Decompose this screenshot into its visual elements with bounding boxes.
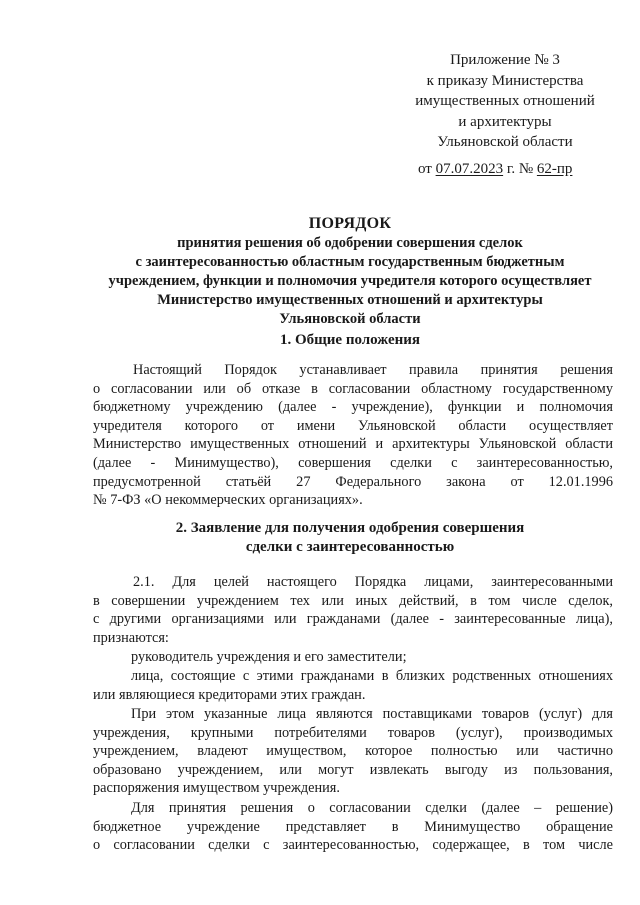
document-title — [70, 214, 630, 329]
text-line: (далее - Минимущество), совершения сделки с заинтересованностью, — [93, 454, 613, 471]
text-line: с другими организациями или гражданами (далее - заинтересованные лица), — [93, 611, 613, 628]
title-line: принятия решения об одобрении совершения сделок — [177, 235, 523, 251]
text-line: предусмотренной статьёй 27 Федерального закона от 12.01.1996 — [93, 473, 613, 490]
section-2-paragraph-3 — [93, 667, 613, 704]
section-1-paragraph — [93, 361, 613, 510]
section-2-heading — [70, 519, 630, 557]
text-line: бюджетному учреждению (далее - учреждение), функции и полномочия — [93, 399, 613, 416]
order-date: 07.07.2023 — [435, 161, 504, 177]
section-2-paragraph-5 — [93, 799, 613, 855]
title-line: Министерство имущественных отношений и архитектуры — [157, 292, 543, 308]
section-2-paragraph-1 — [93, 573, 613, 647]
text-line: При этом указанные лица являются поставщиками товаров (услуг) для — [131, 706, 613, 722]
text-line: № 7-ФЗ «О некоммерческих организациях». — [93, 492, 363, 509]
section-heading-line: сделки с заинтересованностью — [245, 539, 455, 555]
section-2-paragraph-2 — [93, 648, 613, 667]
date-mid: г. № — [503, 161, 537, 177]
text-line: или являющиеся кредиторами этих граждан. — [93, 686, 366, 703]
text-line: признаются: — [93, 629, 169, 646]
text-line: руководитель учреждения и его заместители; — [131, 649, 407, 665]
section-heading-line: 2. Заявление для получения одобрения совершения — [175, 520, 525, 536]
text-line: распоряжения имуществом учреждения. — [93, 780, 340, 797]
order-number: 62-пр — [536, 161, 573, 177]
title-line: Ульяновской области — [279, 311, 421, 327]
title-line: с заинтересованностью областным государственным бюджетным — [135, 254, 565, 270]
text-line: учредителя которого от имени Ульяновской области осуществляет — [93, 417, 613, 434]
title-line: учреждением, функции и полномочия учредителя которого осуществляет — [108, 273, 592, 289]
section-2-paragraph-4 — [93, 705, 613, 798]
text-line: Настоящий Порядок устанавливает правила принятия решения — [133, 362, 613, 378]
text-line: учреждением, владеют имуществом, которое полностью или частично — [93, 743, 613, 760]
appendix-header — [380, 50, 630, 153]
title-main: ПОРЯДОК — [308, 215, 392, 232]
text-line: образовано учреждением, или могут извлекать выгоду из пользования, — [93, 761, 613, 778]
text-line: о согласовании или об отказе в согласовании областному государственному — [93, 380, 613, 397]
text-line: учреждения, крупными потребителями товаров (услуг), производимых — [93, 724, 613, 741]
appendix-line: Приложение № 3 — [450, 52, 560, 68]
appendix-line: имущественных отношений — [415, 93, 595, 109]
text-line: 2.1. Для целей настоящего Порядка лицами, заинтересованными — [133, 574, 613, 590]
text-line: лица, состоящие с этими гражданами в близких родственных отношениях — [131, 668, 613, 684]
text-line: бюджетное учреждение представляет в Минимущество обращение — [93, 818, 613, 835]
appendix-line: к приказу Министерства — [426, 72, 584, 89]
text-line: о согласовании сделки с заинтересованностью, содержащее, в том числе — [93, 837, 613, 854]
order-date-line — [418, 159, 572, 179]
appendix-line: Ульяновской области — [437, 134, 573, 150]
appendix-line: и архитектуры — [458, 113, 552, 130]
text-line: в совершении учреждением тех или иных действий, в том числе сделок, — [93, 592, 613, 609]
section-1-heading — [70, 331, 630, 350]
text-line: Министерство имущественных отношений и архитектуры Ульяновской области — [93, 436, 613, 453]
section-heading-line: 1. Общие положения — [279, 332, 421, 348]
date-prefix: от — [418, 161, 436, 177]
text-line: Для принятия решения о согласовании сделки (далее – решение) — [131, 800, 613, 816]
